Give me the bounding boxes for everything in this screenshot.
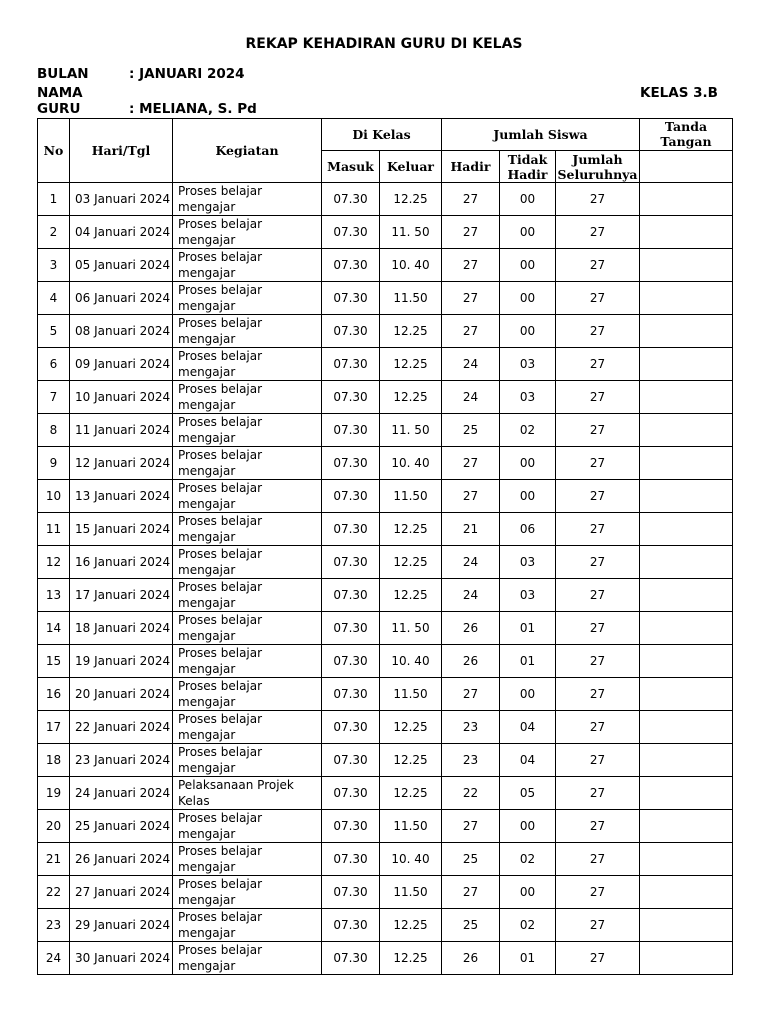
cell-activity: Proses belajar mengajar	[173, 414, 322, 447]
cell-signature	[640, 249, 733, 282]
header-tanda-tangan-blank	[640, 151, 733, 183]
cell-hadir: 27	[442, 249, 500, 282]
table-row	[38, 645, 733, 678]
teacher-value: : MELIANA, S. Pd	[129, 101, 257, 117]
cell-keluar: 12.25	[380, 381, 442, 414]
cell-date: 17 Januari 2024	[70, 579, 173, 612]
cell-activity: Proses belajar mengajar	[173, 249, 322, 282]
cell-tidak-hadir: 01	[500, 612, 556, 645]
header-no: No	[38, 119, 70, 183]
cell-date: 27 Januari 2024	[70, 876, 173, 909]
cell-jumlah: 27	[556, 315, 640, 348]
cell-no: 1	[38, 183, 70, 216]
cell-tidak-hadir: 00	[500, 315, 556, 348]
table-row	[38, 612, 733, 645]
cell-signature	[640, 216, 733, 249]
cell-tidak-hadir: 00	[500, 282, 556, 315]
cell-no: 7	[38, 381, 70, 414]
cell-masuk: 07.30	[322, 348, 380, 381]
teacher-label: NAMA GURU	[37, 85, 83, 117]
cell-date: 24 Januari 2024	[70, 777, 173, 810]
cell-no: 15	[38, 645, 70, 678]
cell-jumlah: 27	[556, 942, 640, 975]
month-value: : JANUARI 2024	[129, 66, 245, 82]
cell-activity: Proses belajar mengajar	[173, 381, 322, 414]
cell-no: 6	[38, 348, 70, 381]
cell-keluar: 11.50	[380, 876, 442, 909]
cell-tidak-hadir: 03	[500, 381, 556, 414]
cell-masuk: 07.30	[322, 315, 380, 348]
cell-masuk: 07.30	[322, 381, 380, 414]
cell-signature	[640, 909, 733, 942]
cell-masuk: 07.30	[322, 546, 380, 579]
cell-activity: Proses belajar mengajar	[173, 447, 322, 480]
cell-jumlah: 27	[556, 447, 640, 480]
table-row	[38, 183, 733, 216]
cell-hadir: 24	[442, 579, 500, 612]
cell-signature	[640, 645, 733, 678]
cell-date: 26 Januari 2024	[70, 843, 173, 876]
cell-hadir: 24	[442, 348, 500, 381]
cell-no: 16	[38, 678, 70, 711]
table-row	[38, 381, 733, 414]
cell-masuk: 07.30	[322, 579, 380, 612]
cell-hadir: 27	[442, 447, 500, 480]
header-di-kelas: Di Kelas	[322, 119, 442, 151]
cell-date: 20 Januari 2024	[70, 678, 173, 711]
cell-keluar: 11. 50	[380, 612, 442, 645]
cell-activity: Proses belajar mengajar	[173, 876, 322, 909]
cell-signature	[640, 315, 733, 348]
cell-hadir: 26	[442, 942, 500, 975]
cell-date: 23 Januari 2024	[70, 744, 173, 777]
cell-masuk: 07.30	[322, 711, 380, 744]
cell-tidak-hadir: 01	[500, 942, 556, 975]
cell-signature	[640, 381, 733, 414]
cell-masuk: 07.30	[322, 480, 380, 513]
cell-date: 13 Januari 2024	[70, 480, 173, 513]
cell-signature	[640, 414, 733, 447]
cell-keluar: 12.25	[380, 315, 442, 348]
cell-activity: Proses belajar mengajar	[173, 579, 322, 612]
cell-activity: Proses belajar mengajar	[173, 348, 322, 381]
cell-masuk: 07.30	[322, 645, 380, 678]
header-kegiatan: Kegiatan	[173, 119, 322, 183]
cell-hadir: 22	[442, 777, 500, 810]
cell-jumlah: 27	[556, 348, 640, 381]
class-label: KELAS 3.B	[640, 85, 718, 101]
cell-activity: Proses belajar mengajar	[173, 183, 322, 216]
cell-hadir: 24	[442, 381, 500, 414]
cell-masuk: 07.30	[322, 876, 380, 909]
cell-no: 21	[38, 843, 70, 876]
table-row	[38, 678, 733, 711]
cell-date: 19 Januari 2024	[70, 645, 173, 678]
cell-keluar: 11.50	[380, 810, 442, 843]
cell-signature	[640, 612, 733, 645]
cell-keluar: 12.25	[380, 744, 442, 777]
cell-keluar: 12.25	[380, 711, 442, 744]
header-tidak-hadir: Tidak Hadir	[500, 151, 556, 183]
cell-signature	[640, 876, 733, 909]
cell-hadir: 27	[442, 315, 500, 348]
table-row	[38, 480, 733, 513]
table-row	[38, 315, 733, 348]
cell-activity: Proses belajar mengajar	[173, 711, 322, 744]
header-keluar: Keluar	[380, 151, 442, 183]
cell-jumlah: 27	[556, 513, 640, 546]
cell-activity: Proses belajar mengajar	[173, 480, 322, 513]
page-title: REKAP KEHADIRAN GURU DI KELAS	[245, 36, 523, 52]
cell-no: 3	[38, 249, 70, 282]
table-row	[38, 513, 733, 546]
cell-activity: Proses belajar mengajar	[173, 810, 322, 843]
cell-masuk: 07.30	[322, 744, 380, 777]
month-line	[37, 66, 245, 82]
header-hari-tgl: Hari/Tgl	[70, 119, 173, 183]
cell-tidak-hadir: 06	[500, 513, 556, 546]
cell-no: 14	[38, 612, 70, 645]
cell-keluar: 11.50	[380, 282, 442, 315]
cell-date: 12 Januari 2024	[70, 447, 173, 480]
table-row	[38, 216, 733, 249]
cell-activity: Proses belajar mengajar	[173, 843, 322, 876]
cell-keluar: 12.25	[380, 513, 442, 546]
cell-jumlah: 27	[556, 183, 640, 216]
cell-jumlah: 27	[556, 777, 640, 810]
cell-tidak-hadir: 03	[500, 579, 556, 612]
table-row	[38, 744, 733, 777]
cell-signature	[640, 183, 733, 216]
cell-keluar: 11.50	[380, 678, 442, 711]
cell-no: 4	[38, 282, 70, 315]
cell-no: 12	[38, 546, 70, 579]
cell-no: 9	[38, 447, 70, 480]
cell-signature	[640, 744, 733, 777]
cell-jumlah: 27	[556, 414, 640, 447]
cell-jumlah: 27	[556, 546, 640, 579]
cell-hadir: 27	[442, 216, 500, 249]
cell-jumlah: 27	[556, 909, 640, 942]
cell-jumlah: 27	[556, 249, 640, 282]
cell-date: 04 Januari 2024	[70, 216, 173, 249]
cell-hadir: 25	[442, 414, 500, 447]
cell-hadir: 21	[442, 513, 500, 546]
cell-date: 08 Januari 2024	[70, 315, 173, 348]
cell-hadir: 27	[442, 282, 500, 315]
cell-jumlah: 27	[556, 381, 640, 414]
cell-signature	[640, 942, 733, 975]
cell-hadir: 27	[442, 678, 500, 711]
cell-date: 25 Januari 2024	[70, 810, 173, 843]
cell-activity: Proses belajar mengajar	[173, 645, 322, 678]
cell-signature	[640, 579, 733, 612]
cell-activity: Proses belajar mengajar	[173, 678, 322, 711]
cell-hadir: 23	[442, 744, 500, 777]
cell-signature	[640, 480, 733, 513]
cell-keluar: 11. 50	[380, 414, 442, 447]
cell-keluar: 10. 40	[380, 843, 442, 876]
cell-date: 22 Januari 2024	[70, 711, 173, 744]
header-hadir: Hadir	[442, 151, 500, 183]
cell-activity: Proses belajar mengajar	[173, 942, 322, 975]
cell-tidak-hadir: 00	[500, 249, 556, 282]
cell-date: 05 Januari 2024	[70, 249, 173, 282]
cell-date: 15 Januari 2024	[70, 513, 173, 546]
cell-hadir: 26	[442, 645, 500, 678]
cell-hadir: 26	[442, 612, 500, 645]
cell-masuk: 07.30	[322, 216, 380, 249]
cell-tidak-hadir: 00	[500, 447, 556, 480]
cell-tidak-hadir: 02	[500, 414, 556, 447]
cell-jumlah: 27	[556, 711, 640, 744]
cell-masuk: 07.30	[322, 183, 380, 216]
cell-keluar: 12.25	[380, 909, 442, 942]
cell-tidak-hadir: 00	[500, 216, 556, 249]
table-row	[38, 447, 733, 480]
cell-signature	[640, 678, 733, 711]
cell-activity: Proses belajar mengajar	[173, 315, 322, 348]
cell-tidak-hadir: 00	[500, 678, 556, 711]
cell-jumlah: 27	[556, 579, 640, 612]
cell-masuk: 07.30	[322, 249, 380, 282]
cell-activity: Pelaksanaan Projek Kelas	[173, 777, 322, 810]
cell-jumlah: 27	[556, 744, 640, 777]
month-label: BULAN	[37, 66, 89, 82]
cell-masuk: 07.30	[322, 678, 380, 711]
cell-signature	[640, 810, 733, 843]
cell-tidak-hadir: 04	[500, 744, 556, 777]
cell-date: 29 Januari 2024	[70, 909, 173, 942]
cell-jumlah: 27	[556, 678, 640, 711]
cell-jumlah: 27	[556, 843, 640, 876]
cell-date: 16 Januari 2024	[70, 546, 173, 579]
cell-keluar: 12.25	[380, 348, 442, 381]
cell-no: 5	[38, 315, 70, 348]
cell-masuk: 07.30	[322, 777, 380, 810]
cell-no: 23	[38, 909, 70, 942]
cell-jumlah: 27	[556, 876, 640, 909]
cell-date: 30 Januari 2024	[70, 942, 173, 975]
table-row	[38, 909, 733, 942]
cell-no: 22	[38, 876, 70, 909]
cell-signature	[640, 711, 733, 744]
cell-masuk: 07.30	[322, 843, 380, 876]
cell-date: 18 Januari 2024	[70, 612, 173, 645]
cell-tidak-hadir: 00	[500, 810, 556, 843]
cell-keluar: 11. 50	[380, 216, 442, 249]
cell-no: 18	[38, 744, 70, 777]
cell-hadir: 25	[442, 909, 500, 942]
table-row	[38, 579, 733, 612]
cell-signature	[640, 513, 733, 546]
cell-tidak-hadir: 03	[500, 348, 556, 381]
cell-keluar: 11.50	[380, 480, 442, 513]
cell-date: 06 Januari 2024	[70, 282, 173, 315]
cell-date: 09 Januari 2024	[70, 348, 173, 381]
cell-hadir: 23	[442, 711, 500, 744]
cell-activity: Proses belajar mengajar	[173, 513, 322, 546]
cell-no: 20	[38, 810, 70, 843]
cell-tidak-hadir: 02	[500, 843, 556, 876]
cell-hadir: 27	[442, 876, 500, 909]
cell-signature	[640, 348, 733, 381]
table-row	[38, 348, 733, 381]
table-row	[38, 711, 733, 744]
cell-no: 13	[38, 579, 70, 612]
cell-keluar: 10. 40	[380, 447, 442, 480]
cell-keluar: 12.25	[380, 777, 442, 810]
cell-date: 11 Januari 2024	[70, 414, 173, 447]
table-row	[38, 249, 733, 282]
header-jumlah-siswa: Jumlah Siswa	[442, 119, 640, 151]
cell-activity: Proses belajar mengajar	[173, 546, 322, 579]
cell-jumlah: 27	[556, 645, 640, 678]
cell-masuk: 07.30	[322, 612, 380, 645]
cell-tidak-hadir: 00	[500, 480, 556, 513]
cell-date: 10 Januari 2024	[70, 381, 173, 414]
cell-signature	[640, 447, 733, 480]
header-masuk: Masuk	[322, 151, 380, 183]
cell-no: 11	[38, 513, 70, 546]
cell-masuk: 07.30	[322, 810, 380, 843]
cell-keluar: 12.25	[380, 183, 442, 216]
cell-masuk: 07.30	[322, 447, 380, 480]
cell-hadir: 27	[442, 183, 500, 216]
cell-tidak-hadir: 00	[500, 876, 556, 909]
cell-jumlah: 27	[556, 282, 640, 315]
cell-tidak-hadir: 04	[500, 711, 556, 744]
cell-hadir: 25	[442, 843, 500, 876]
table-row	[38, 777, 733, 810]
table-row	[38, 414, 733, 447]
cell-keluar: 12.25	[380, 579, 442, 612]
cell-no: 10	[38, 480, 70, 513]
cell-tidak-hadir: 05	[500, 777, 556, 810]
cell-activity: Proses belajar mengajar	[173, 744, 322, 777]
cell-keluar: 10. 40	[380, 645, 442, 678]
cell-tidak-hadir: 02	[500, 909, 556, 942]
cell-no: 24	[38, 942, 70, 975]
cell-tidak-hadir: 00	[500, 183, 556, 216]
header-tanda-tangan: Tanda Tangan	[640, 119, 733, 151]
cell-masuk: 07.30	[322, 414, 380, 447]
cell-keluar: 12.25	[380, 942, 442, 975]
cell-jumlah: 27	[556, 810, 640, 843]
cell-activity: Proses belajar mengajar	[173, 282, 322, 315]
table-row	[38, 810, 733, 843]
cell-tidak-hadir: 01	[500, 645, 556, 678]
cell-hadir: 27	[442, 810, 500, 843]
cell-activity: Proses belajar mengajar	[173, 909, 322, 942]
cell-keluar: 12.25	[380, 546, 442, 579]
attendance-table	[37, 118, 733, 975]
cell-tidak-hadir: 03	[500, 546, 556, 579]
cell-activity: Proses belajar mengajar	[173, 612, 322, 645]
table-row	[38, 546, 733, 579]
cell-masuk: 07.30	[322, 282, 380, 315]
cell-masuk: 07.30	[322, 942, 380, 975]
cell-masuk: 07.30	[322, 513, 380, 546]
cell-hadir: 27	[442, 480, 500, 513]
cell-signature	[640, 777, 733, 810]
cell-no: 19	[38, 777, 70, 810]
cell-hadir: 24	[442, 546, 500, 579]
cell-signature	[640, 282, 733, 315]
cell-no: 8	[38, 414, 70, 447]
cell-signature	[640, 546, 733, 579]
table-row	[38, 843, 733, 876]
cell-no: 2	[38, 216, 70, 249]
table-row	[38, 282, 733, 315]
cell-signature	[640, 843, 733, 876]
cell-no: 17	[38, 711, 70, 744]
cell-jumlah: 27	[556, 216, 640, 249]
cell-jumlah: 27	[556, 612, 640, 645]
cell-keluar: 10. 40	[380, 249, 442, 282]
teacher-line	[37, 85, 257, 117]
cell-activity: Proses belajar mengajar	[173, 216, 322, 249]
cell-jumlah: 27	[556, 480, 640, 513]
table-row	[38, 942, 733, 975]
cell-masuk: 07.30	[322, 909, 380, 942]
table-row	[38, 876, 733, 909]
header-jumlah-seluruhnya: Jumlah Seluruhnya	[557, 151, 638, 182]
cell-date: 03 Januari 2024	[70, 183, 173, 216]
